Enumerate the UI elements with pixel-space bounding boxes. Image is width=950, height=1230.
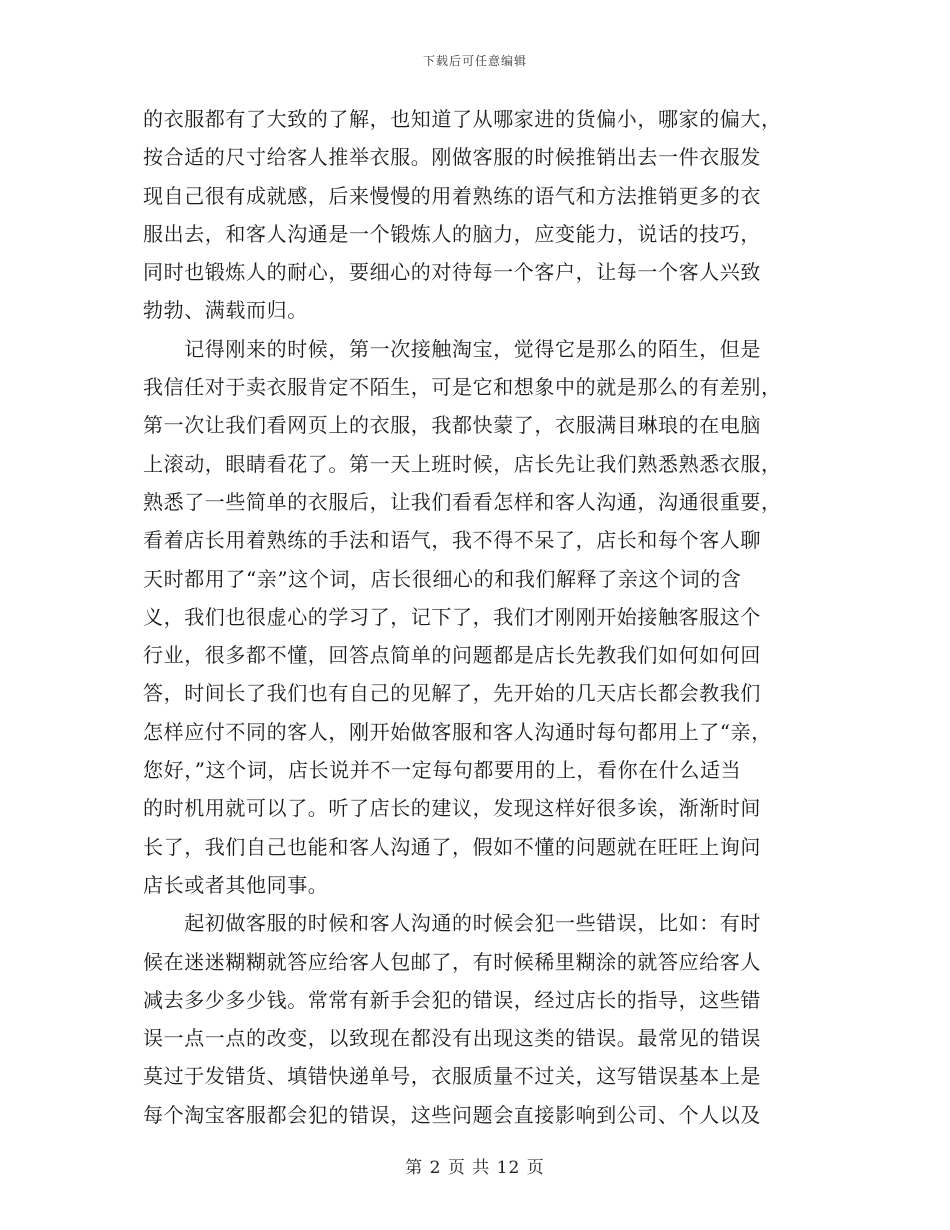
text-line: 的衣服都有了大致的了解，也知道了从哪家进的货偏小，哪家的偏大， <box>143 107 782 131</box>
text-line: 怎样应付不同的客人，刚开始做客服和客人沟通时每句都用上了“亲， <box>143 719 772 744</box>
text-line: 记得刚来的时候，第一次接触淘宝，觉得它是那么的陌生，但是 <box>143 336 761 361</box>
text-line: 按合适的尺寸给客人推举衣服。刚做客服的时候推销出去一件衣服发 <box>143 145 761 170</box>
text-line: 勃勃、满载而归。 <box>143 298 308 323</box>
text-line: 每个淘宝客服都会犯的错误，这些问题会直接影响到公司、个人以及 <box>143 1102 761 1127</box>
document-body <box>143 100 803 1134</box>
text-line: 第一次让我们看网页上的衣服，我都快蒙了，衣服满目琳琅的在电脑 <box>143 413 761 438</box>
text-line: 店长或者其他同事。 <box>143 872 329 897</box>
text-line: 答，时间长了我们也有自己的见解了，先开始的几天店长都会教我们 <box>143 681 761 706</box>
text-line: 义，我们也很虚心的学习了，记下了，我们才刚刚开始接触客服这个 <box>143 604 761 629</box>
page-header: 下载后可任意编辑 <box>422 54 527 68</box>
text-line: 看着店长用着熟练的手法和语气，我不得不呆了，店长和每个客人聊 <box>143 528 761 553</box>
text-line: 天时都用了“亲”这个词，店长很细心的和我们解释了亲这个词的含 <box>143 566 742 591</box>
text-line: 起初做客服的时候和客人沟通的时候会犯一些错误，比如：有时 <box>143 911 761 936</box>
text-line: 减去多少多少钱。常常有新手会犯的错误，经过店长的指导，这些错 <box>143 987 761 1012</box>
text-line: 您好，”这个词，店长说并不一定每句都要用的上，看你在什么适当 <box>143 758 742 783</box>
text-line: 莫过于发错货、填错快递单号，衣服质量不过关，这写错误基本上是 <box>143 1064 761 1089</box>
text-line: 候在迷迷糊糊就答应给客人包邮了，有时候稀里糊涂的就答应给客人 <box>143 949 761 974</box>
text-line: 长了，我们自己也能和客人沟通了，假如不懂的问题就在旺旺上询问 <box>143 834 761 859</box>
text-line: 的时机用就可以了。听了店长的建议，发现这样好很多诶，渐渐时间 <box>143 796 761 821</box>
text-line: 服出去，和客人沟通是一个锻炼人的脑力，应变能力，说话的技巧， <box>143 221 761 246</box>
text-line: 我信任对于卖衣服肯定不陌生，可是它和想象中的就是那么的有差别， <box>143 375 782 400</box>
text-line: 同时也锻炼人的耐心，要细心的对待每一个客户，让每一个客人兴致 <box>143 260 761 285</box>
text-line: 误一点一点的改变，以致现在都没有出现这类的错误。最常见的错误 <box>143 1026 761 1051</box>
text-line: 上滚动，眼睛看花了。第一天上班时候，店长先让我们熟悉熟悉衣服， <box>143 451 782 476</box>
text-line: 现自己很有成就感，后来慢慢的用着熟练的语气和方法推销更多的衣 <box>143 183 761 208</box>
text-line: 熟悉了一些简单的衣服后，让我们看看怎样和客人沟通，沟通很重要， <box>143 489 782 514</box>
page-footer: 第 2 页 共 12 页 <box>405 1158 545 1178</box>
text-line: 行业，很多都不懂，回答点简单的问题都是店长先教我们如何如何回 <box>143 643 761 668</box>
